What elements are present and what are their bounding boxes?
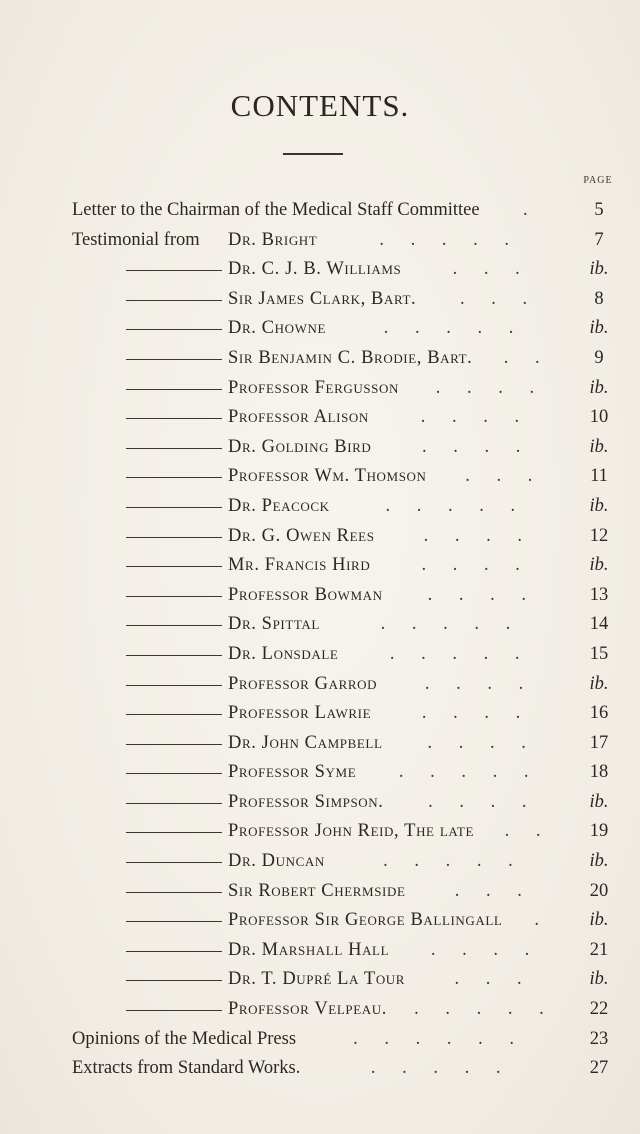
dot-leader: . [534,910,551,931]
contents-entry [0,758,640,788]
contents-entry [0,433,640,463]
contents-entry [0,788,640,818]
entry-page-number: 17 [589,732,609,753]
entry-name: Professor Simpson. [228,791,384,812]
entry-page-number: 19 [589,821,609,842]
dot-leader: . . . . [428,791,538,812]
entry-page-number: 21 [589,939,609,960]
entry-name: Sir James Clark, Bart. [228,288,417,309]
dot-leader: . . . [452,259,531,280]
dot-leader: . . . . . [383,318,525,339]
contents-entry [0,699,640,729]
entry-name: Professor Velpeau. [228,999,387,1020]
dot-leader: . . . . . [370,1058,512,1079]
contents-entry [0,906,640,936]
dot-leader: . . . . . [398,762,540,783]
entry-name: Dr. C. J. B. Williams [228,259,402,280]
entry-page-number: 10 [589,407,609,428]
entry-page-number: 16 [589,703,609,724]
contents-entry [0,255,640,285]
dot-leader: . . [503,347,551,368]
contents-entry [0,196,640,226]
entry-page-number: 8 [594,288,604,309]
contents-list [0,196,640,1084]
ditto-rule [126,655,222,656]
entry-page-number: 13 [589,584,609,605]
ditto-rule [126,566,222,567]
entry-page-number: ib. [589,910,609,931]
ditto-rule [126,892,222,893]
dot-leader: . [522,200,539,220]
entry-lead-text: Extracts from Standard Works. [72,1058,301,1079]
ditto-rule [126,418,222,419]
dot-leader: . . . . [430,939,541,960]
dot-leader: . . . [454,880,533,901]
entry-name: Professor Fergusson [228,377,399,398]
entry-page-number: 27 [589,1058,609,1079]
entry-page-number: ib. [589,673,609,694]
entry-page-number: 14 [589,614,609,635]
contents-entry [0,1025,640,1055]
entry-name: Sir Robert Chermside [228,880,406,901]
ditto-rule [126,744,222,745]
contents-entry [0,877,640,907]
entry-page-number: ib. [589,555,609,576]
entry-name: Dr. Lonsdale [228,643,339,664]
entry-page-number: ib. [589,436,609,457]
dot-leader: . . . . [435,377,546,398]
entry-page-number: 20 [589,880,609,901]
entry-name: Dr. John Campbell [228,732,383,753]
dot-leader: . . . . [422,436,532,457]
contents-entry [0,729,640,759]
entry-name: Professor Lawrie [228,703,372,724]
contents-entry [0,551,640,581]
ditto-rule [126,832,222,833]
ditto-rule [126,596,222,597]
entry-name: Professor Garrod [228,673,378,694]
dot-leader: . . . . . [379,229,520,250]
contents-entry [0,522,640,552]
ditto-rule [126,714,222,715]
ditto-rule [126,359,222,360]
ditto-rule [126,1010,222,1011]
contents-entry [0,462,640,492]
ditto-rule [126,270,222,271]
entry-page-number: 22 [589,999,609,1020]
entry-lead-text: Letter to the Chairman of the Medical Staff Committee [72,200,480,220]
dot-leader: . . . . [423,525,533,546]
entry-name: Professor Alison [228,407,369,428]
dot-leader: . . . . [421,555,531,576]
contents-entry [0,670,640,700]
entry-page-number: ib. [589,791,609,812]
entry-name: Dr. G. Owen Rees [228,525,375,546]
contents-entry [0,847,640,877]
contents-entry [0,226,640,256]
entry-name: Dr. T. Dupré La Tour [228,969,406,990]
entry-name: Dr. Chowne [228,318,326,339]
ditto-rule [126,773,222,774]
entry-page-number: ib. [589,318,609,339]
entry-name: Dr. Bright [228,229,318,250]
ditto-rule [126,862,222,863]
entry-name: Professor Sir George Ballingall [228,910,503,931]
contents-entry [0,314,640,344]
entry-page-number: 7 [594,229,604,250]
entry-page-number: 23 [589,1028,609,1049]
entry-page-number: ib. [589,969,609,990]
entry-page-number: 11 [590,466,608,487]
dot-leader: . . . . . [385,495,527,516]
ditto-rule [126,625,222,626]
ditto-rule [126,685,222,686]
ditto-rule [126,803,222,804]
contents-entry [0,995,640,1025]
entry-page-number: ib. [589,259,609,280]
dot-leader: . . [504,821,552,842]
ditto-rule [126,951,222,952]
entry-lead-text: Opinions of the Medical Press [72,1028,297,1049]
dot-leader: . . . . . [380,614,522,635]
contents-entry [0,610,640,640]
ditto-rule [126,477,222,478]
contents-entry [0,936,640,966]
ditto-rule [126,448,222,449]
contents-entry [0,285,640,315]
contents-entry [0,640,640,670]
dot-leader: . . . . [420,407,531,428]
dot-leader: . . . . [421,703,532,724]
dot-leader: . . . . [427,584,537,605]
dot-leader: . . . [460,288,539,309]
contents-entry [0,403,640,433]
contents-entry [0,492,640,522]
contents-entry [0,344,640,374]
ditto-rule [126,921,222,922]
ditto-rule [126,389,222,390]
entry-page-number: 18 [589,762,609,783]
entry-lead-text: Testimonial from [72,229,200,250]
entry-name: Professor John Reid, The late [228,821,474,842]
dot-leader: . . . . . [414,999,555,1020]
entry-name: Mr. Francis Hird [228,555,371,576]
entry-page-number: ib. [589,377,609,398]
entry-page-number: ib. [589,851,609,872]
entry-name: Dr. Duncan [228,851,325,872]
entry-name: Dr. Golding Bird [228,436,372,457]
ditto-rule [126,300,222,301]
ditto-rule [126,980,222,981]
dot-leader: . . . . [424,673,535,694]
contents-entry [0,374,640,404]
entry-name: Sir Benjamin C. Brodie, Bart. [228,347,473,368]
entry-name: Dr. Spittal [228,614,320,635]
entry-name: Dr. Marshall Hall [228,939,390,960]
ditto-rule [126,329,222,330]
entry-page-number: 5 [594,200,604,220]
contents-entry [0,817,640,847]
entry-name: Professor Bowman [228,584,383,605]
entry-page-number: 9 [594,347,604,368]
dot-leader: . . . . . [383,851,524,872]
contents-entry [0,581,640,611]
dot-leader: . . . . . [389,643,531,664]
entry-page-number: 15 [589,643,609,664]
contents-entry [0,1054,640,1084]
page-title: CONTENTS. [230,88,410,123]
entry-name: Dr. Peacock [228,495,330,516]
dot-leader: . . . [454,969,533,990]
dot-leader: . . . . [427,732,537,753]
dot-leader: . . . . . . [353,1028,525,1049]
entry-name: Professor Wm. Thomson [228,466,427,487]
title-rule [283,153,343,155]
entry-name: Professor Syme [228,762,357,783]
ditto-rule [126,537,222,538]
dot-leader: . . . [465,466,544,487]
contents-entry [0,965,640,995]
ditto-rule [126,507,222,508]
entry-page-number: ib. [589,495,609,516]
page-column-label: PAGE [583,175,613,186]
entry-page-number: 12 [589,525,609,546]
